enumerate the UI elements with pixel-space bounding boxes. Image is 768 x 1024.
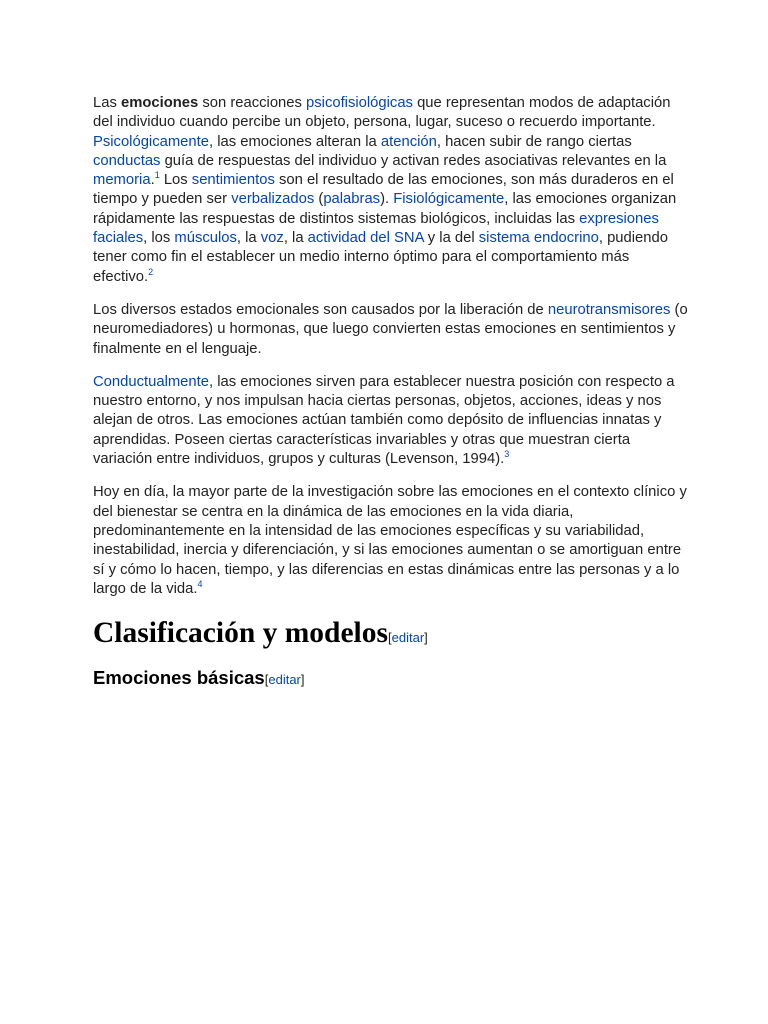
heading-title: Clasificación y modelos <box>93 617 388 650</box>
text: Los diversos estados emocionales son causados por la liberación de <box>93 301 548 318</box>
link-sentimientos[interactable]: sentimientos <box>191 172 275 189</box>
text: y la del <box>423 230 479 247</box>
edit-section-link <box>265 672 305 687</box>
text: , la <box>283 230 308 247</box>
text: Los <box>159 172 192 189</box>
text: , la <box>236 230 261 247</box>
paragraph-investigacion <box>93 483 693 599</box>
edit-link[interactable]: editar <box>268 672 301 688</box>
text: son el resultado de las emociones, son más duraderos en el tiempo y pueden ser <box>93 172 674 208</box>
link-sistema-endocrino[interactable]: sistema endocrino <box>478 230 599 247</box>
link-memoria[interactable]: memoria <box>93 172 151 189</box>
text: , las emociones alteran la <box>208 133 381 150</box>
text: guía de respuestas del individuo y activan redes asociativas relevantes en la <box>160 152 667 169</box>
paragraph-intro <box>93 94 693 287</box>
section-heading-clasificacion <box>93 613 693 658</box>
link-psicofisiologicas[interactable]: psicofisiológicas <box>306 95 413 111</box>
bracket-open: [ <box>388 630 392 646</box>
link-palabras[interactable]: palabras <box>323 191 381 208</box>
reference-2[interactable]: 2 <box>148 266 154 277</box>
heading-title: Emociones básicas <box>93 667 265 689</box>
bracket-close: ] <box>424 630 428 646</box>
link-conductas[interactable]: conductas <box>93 152 161 169</box>
text: . <box>150 172 155 189</box>
text: , pudiendo tener como fin el establecer un medio interno óptimo para el comportamiento más efectivo. <box>93 230 668 285</box>
text: ). <box>380 191 394 208</box>
term-emociones: emociones <box>120 95 199 111</box>
link-conductualmente[interactable]: Conductualmente <box>93 373 209 390</box>
text: son reacciones <box>198 95 307 111</box>
bracket-close: ] <box>300 672 305 688</box>
edit-section-link <box>388 630 428 645</box>
reference-3[interactable]: 3 <box>504 449 510 460</box>
link-voz[interactable]: voz <box>260 230 284 247</box>
text: Hoy en día, la mayor parte de la investigación sobre las emociones en el contexto clínico y del bienestar se centra en la dinámica de las emociones en la vida diaria, predominantemente en la intensidad de las emociones específicas y su variabilidad, inestabilidad, inercia y diferenciación, y si las emociones aumentan o se amortiguan entre sí y cómo lo hacen, tiempo, y las diferencias en estas dinámicas entre las personas y a lo largo de la vida. <box>93 484 687 597</box>
link-psicologicamente[interactable]: Psicológicamente <box>93 133 209 150</box>
text: ( <box>314 191 324 208</box>
link-neurotransmisores[interactable]: neurotransmisores <box>547 301 671 318</box>
text: , los <box>143 230 175 247</box>
text: (o neuromediadores) u hormonas, que luego convierten estas emociones en sentimientos y finalmente en el lenguaje. <box>93 301 688 357</box>
text: que representan modos de adaptación del individuo cuando percibe un objeto, persona, lugar, suceso o recuerdo importante. <box>93 95 671 131</box>
link-musculos[interactable]: músculos <box>174 230 237 247</box>
paragraph-neurotransmisores <box>93 301 693 359</box>
paragraph-conductualmente <box>93 373 693 469</box>
reference-1[interactable]: 1 <box>154 170 160 181</box>
link-actividad-del-sna[interactable]: actividad del SNA <box>307 230 424 247</box>
link-fisiologicamente[interactable]: Fisiológicamente <box>393 191 505 208</box>
text: , las emociones sirven para establecer nuestra posición con respecto a nuestro entorno, y nos impulsan hacia ciertas personas, objetos, acciones, ideas y nos alejan de otros. Las emociones actúan también como depósito de influencias innatas y aprendidas. Poseen ciertas características invariables y otras que muestran cierta variación entre individuos, grupos y culturas (Levenson, 1994). <box>93 373 675 468</box>
text: Las <box>93 95 121 111</box>
text: , hacen subir de rango ciertas <box>436 133 632 150</box>
bracket-open: [ <box>264 672 269 688</box>
text: , las emociones organizan rápidamente las respuestas de distintos sistemas biológicos, incluidas las <box>93 191 677 227</box>
edit-link[interactable]: editar <box>391 630 425 646</box>
link-verbalizados[interactable]: verbalizados <box>231 191 315 208</box>
subsection-heading-emociones-basicas <box>93 664 693 694</box>
reference-4[interactable]: 4 <box>197 578 203 589</box>
link-atencion[interactable]: atención <box>380 133 437 150</box>
article-body <box>93 94 693 694</box>
link-expresiones-faciales[interactable]: expresiones faciales <box>93 210 659 247</box>
